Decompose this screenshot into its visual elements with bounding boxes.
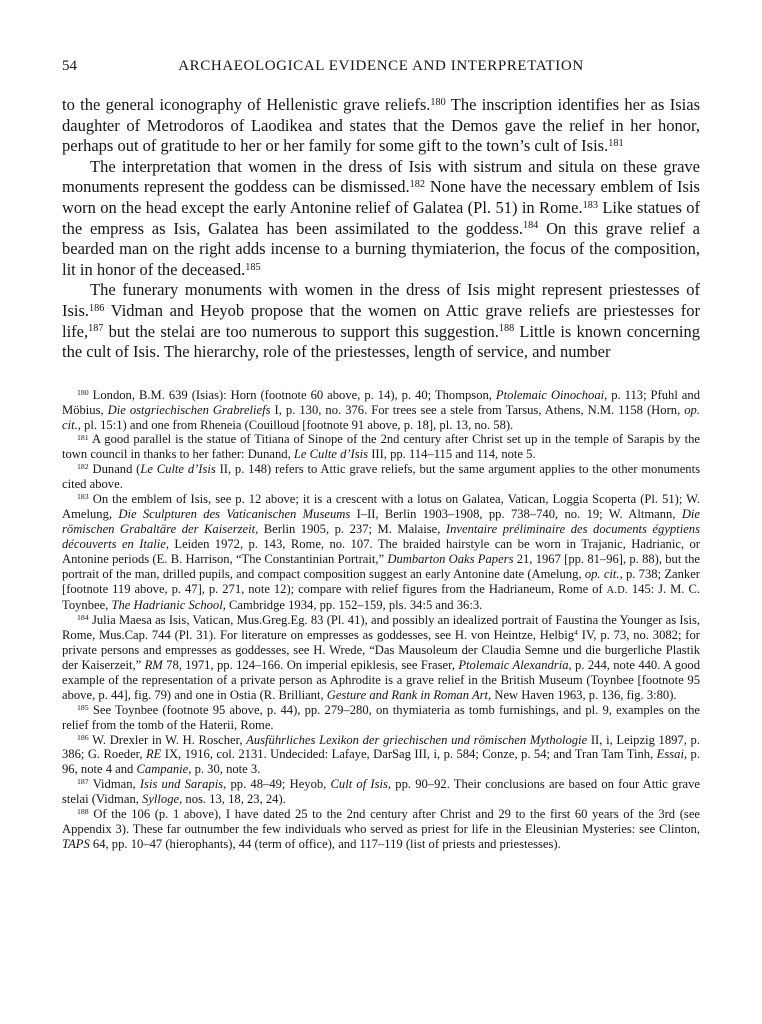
text-run: Ptolemaic Alexandria — [458, 658, 569, 673]
footnote — [62, 733, 700, 778]
footnote-ref: 184 — [522, 220, 539, 232]
text-run: Sylloge — [142, 792, 180, 807]
footnote-ref: 185 — [245, 261, 261, 273]
text-run: II, p. 148) refers to Attic grave reliefs, but the same argument applies to the other monuments cited above. — [62, 462, 700, 492]
text-run: On this grave relief a bearded man on the right adds incense to a burning thymiaterion, the focus of the composition, lit in honor of the deceased. — [62, 218, 700, 279]
text-run: Julia Maesa as Isis, Vatican, Mus.Greg.Eg. 83 (Pl. 41), and possibly an idealized portrait of Faustina the Younger as Isis, Rome, Mus.Cap. 744 (Pl. 31). For literature on empresses as goddesses, see H. von Heintze, Helbig — [62, 613, 700, 643]
footnote — [62, 432, 700, 462]
text-run: op. cit. — [62, 402, 700, 432]
text-run: RE — [145, 747, 162, 762]
text-run: Inventaire préliminaire des documents égyptiens découverts en Italie — [62, 521, 700, 551]
body-paragraph — [62, 157, 700, 281]
text-run: Le Culte d’Isis — [293, 447, 369, 462]
text-run: 21, 1967 [pp. 81–96], p. 88), but the portrait of the man, drilled pupils, and compact composition suggest an early Antonine date (Amelung, — [62, 551, 700, 581]
text-run: Vidman and Heyob propose that the women on Attic grave reliefs are priestesses for life, — [62, 300, 700, 341]
text-run: None have the necessary emblem of Isis worn on the head except the early Antonine relief of Galatea (Pl. 51) in Rome. — [62, 177, 700, 217]
footnote — [62, 388, 700, 433]
running-head: ARCHAEOLOGICAL EVIDENCE AND INTERPRETATION — [178, 58, 584, 74]
page-header — [62, 56, 700, 76]
text-run: , Leiden 1972, p. 143, Rome, no. 107. The braided hairstyle can be worn in Trajanic, Hadrianic, or Antonine periods (E. B. Harrison, “The Constantinian Portrait,” — [62, 536, 700, 566]
text-run: , Berlin 1905, p. 237; M. Malaise, — [255, 521, 446, 536]
text-run: W. Drexler in W. H. Roscher, — [92, 732, 247, 747]
body-paragraph — [62, 95, 700, 157]
text-run: , pl. 15:1) and one from Rheneia (Couilloud [footnote 91 above, p. 18], pl. 13, no. 58). — [77, 417, 514, 432]
text-run: Ausführliches Lexikon der griechischen und römischen Mythologie — [246, 732, 588, 747]
text-run: , Cambridge 1934, pp. 152–159, pls. 34:5 and 36:3. — [222, 598, 483, 613]
text-run: Ptolemaic Oinochoai — [495, 387, 605, 402]
text-run: London, B.M. 639 (Isias): Horn (footnote 60 above, p. 14), p. 40; Thompson, — [92, 387, 496, 402]
text-run: Of the 106 (p. 1 above), I have dated 25 to the 2nd century after Christ and 29 to the first 60 years of the 3rd (see Appendix 3). These far outnumber the few individuals who served as priest for life in the Eleusinian Mysteries: see Clinton, — [62, 807, 700, 836]
footnote-marker: 185 — [77, 702, 89, 712]
text-run: TAPS — [62, 836, 90, 851]
footnote-ref: 181 — [608, 138, 624, 150]
footnote-marker: 188 — [77, 807, 89, 817]
footnote-ref: 187 — [88, 323, 104, 335]
text-run: The inscription identifies her as Isias daughter of Metrodoros of Laodikea and states that the Demos gave the relief in her honor, perhaps out of gratitude to her or her family for some gift to the town’s cult of Isis. — [62, 95, 701, 156]
text-run: Cult of Isis — [330, 777, 388, 792]
text-run: Dunand ( — [92, 462, 141, 477]
text-run: , p. 113; Pfuhl and Möbius, — [62, 387, 700, 417]
footnote-marker: 187 — [77, 777, 89, 787]
text-run: , pp. 48–49; Heyob, — [223, 777, 331, 792]
footnote-ref: 183 — [582, 199, 598, 211]
text-run: A.D. — [606, 584, 628, 596]
text-run: RM — [144, 658, 163, 673]
text-run: 145: J. M. C. Toynbee, — [62, 581, 701, 613]
footnote-marker: 181 — [77, 432, 89, 442]
text-run: Vidman, — [92, 777, 140, 792]
text-run: IV, p. 73, no. 3082; for private persons and empresses as goddesses, see H. Wrede, “Das Mausoleum der Claudia Semne und die burgerliche Plastik der Kaiserzeit,” — [62, 628, 700, 673]
text-run: IX, 1916, col. 2131. Undecided: Lafaye, DarSag III, i, p. 584; Conze, p. 54; and Tran Tam Tinh, — [161, 747, 657, 762]
footnote-ref: 182 — [409, 179, 425, 191]
text-run: 64, pp. 10–47 (hierophants), 44 (term of office), and 117–119 (list of priests and priestesses). — [89, 836, 561, 851]
text-run: , p. 244, note 440. A good example of the representation of a private person as Aphrodite is a grave relief in the British Museum (Toynbee [footnote 95 above, p. 44], fig. 79) and one in Ostia (R. Brilliant, — [62, 658, 700, 702]
footnote-marker: 180 — [77, 387, 89, 397]
footnote — [62, 703, 700, 733]
body-paragraph — [62, 280, 700, 362]
footnote-marker: 183 — [77, 492, 89, 502]
footnote-marker: 182 — [77, 462, 89, 472]
text-run: See Toynbee (footnote 95 above, p. 44), pp. 279–280, on thymiateria as tomb furnishings, and pl. 9, examples on the relief from the tomb of the Haterii, Rome. — [62, 702, 700, 732]
footnote-ref: 180 — [430, 96, 446, 108]
text-run: The funerary monuments with women in the dress of Isis might represent priestesses of Isis. — [62, 280, 700, 320]
text-run: Dumbarton Oaks Papers — [387, 551, 514, 566]
text-run: , p. 738; Zanker [footnote 119 above, p. 47], p. 271, note 12); compare with relief figures from the Hadrianeum, Rome of — [62, 566, 700, 596]
text-run: A good parallel is the statue of Titiana of Sinope of the 2nd century after Christ set up in the temple of Sarapis by the town council in thanks to her father: Dunand, — [62, 432, 700, 462]
text-run: The Hadrianic School — [111, 598, 223, 613]
footnote-ref: 4 — [574, 628, 578, 638]
text-run: , p. 30, note 3. — [188, 762, 261, 777]
text-run: Essai — [656, 747, 684, 762]
footnote — [62, 777, 700, 807]
footnote — [62, 807, 700, 852]
footnote — [62, 462, 700, 492]
footnotes-section — [62, 388, 700, 852]
footnote — [62, 492, 700, 613]
footnote-marker: 186 — [77, 732, 89, 742]
text-run: Die römischen Grabaltäre der Kaiserzeit — [62, 506, 700, 536]
text-run: , p. 96, note 4 and — [62, 747, 700, 777]
text-run: but the stelai are too numerous to support this suggestion. — [103, 321, 499, 341]
text-run: Gesture and Rank in Roman Art — [326, 687, 489, 702]
text-run: I, p. 130, no. 376. For trees see a stele from Tarsus, Athens, N.M. 1158 (Horn, — [270, 402, 685, 417]
text-run: Little is known concerning the cult of Isis. The hierarchy, role of the priestesses, length of service, and number — [62, 321, 700, 362]
text-run: Isis und Sarapis — [139, 777, 224, 792]
footnote-ref: 188 — [498, 323, 515, 335]
text-run: The interpretation that women in the dress of Isis with sistrum and situla on these grave monuments represent the goddess can be dismissed. — [62, 156, 700, 197]
body-text — [62, 95, 700, 363]
text-run: Die ostgriechischen Grabreliefs — [107, 402, 271, 417]
text-run: On the emblem of Isis, see p. 12 above; it is a crescent with a lotus on Galatea, Vatican, Loggia Scoperta (Pl. 51); W. Amelung, — [62, 492, 700, 521]
text-run: , New Haven 1963, p. 136, fig. 3:80). — [488, 687, 677, 702]
footnote-ref: 186 — [89, 302, 105, 314]
text-run: II, i, Leipzig 1897, p. 386; G. Roeder, — [62, 732, 700, 762]
text-run: , pp. 90–92. Their conclusions are based on four Attic grave stelai (Vidman, — [62, 777, 701, 807]
text-run: Campanie — [136, 762, 189, 777]
text-run: Like statues of the empress as Isis, Galatea has been assimilated to the goddess. — [62, 197, 701, 238]
text-run: I–II, Berlin 1903–1908, pp. 738–740, no. 19; W. Altmann, — [350, 506, 682, 521]
text-run: 78, 1971, pp. 124–166. On imperial epiklesis, see Fraser, — [162, 658, 459, 673]
text-run: III, pp. 114–115 and 114, note 5. — [368, 447, 536, 462]
page-number: 54 — [62, 58, 77, 74]
text-run: Die Sculpturen des Vaticanischen Museums — [118, 506, 351, 521]
footnote — [62, 613, 700, 702]
text-run: Le Culte d’Isis — [140, 462, 216, 477]
text-run: , nos. 13, 18, 23, 24). — [179, 792, 286, 807]
text-run: op. cit. — [584, 566, 620, 581]
footnote-marker: 184 — [77, 613, 89, 623]
text-run: to the general iconography of Hellenistic grave reliefs. — [62, 95, 431, 114]
